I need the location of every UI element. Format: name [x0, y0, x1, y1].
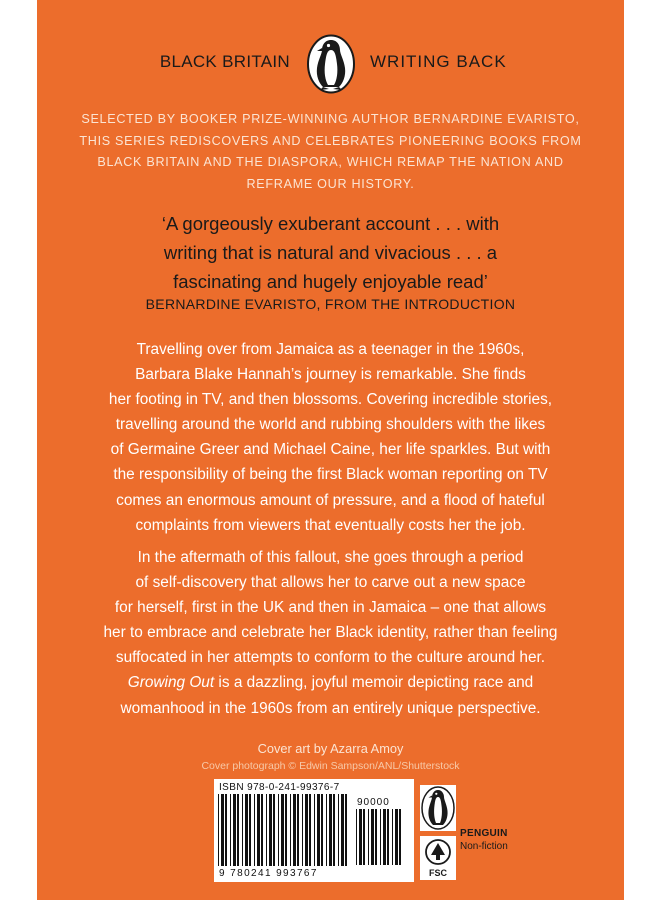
barcode-bar [302, 794, 303, 866]
barcode-bar [257, 794, 260, 866]
barcode-bar [221, 794, 224, 866]
barcode [214, 779, 414, 882]
quote-attribution: BERNARDINE EVARISTO, FROM THE INTRODUCTION [145, 296, 516, 312]
barcode-bar [237, 794, 239, 866]
barcode-bar [359, 809, 362, 865]
barcode-bar [309, 794, 311, 866]
barcode-digits: 9 780241 993767 [219, 868, 318, 879]
barcode-bar [225, 794, 227, 866]
barcode-bar [395, 809, 398, 865]
barcode-bar [371, 809, 374, 865]
barcode-bar [245, 794, 248, 866]
barcode-bar [293, 794, 296, 866]
blurb-paragraph-1: Travelling over from Jamaica as a teenager in the 1960s, Barbara Blake Hannah’s journey is remarkable. She finds her footing in TV, and then blossoms. Covering incredible stories, travelling around the world and rubbing shoulders with the likes of Germaine Greer and Michael Caine, her life sparkles. But with the responsibility of being the first Black woman reporting on TV comes an enormous amount of pressure, and a flood of hateful complaints from viewers that eventually costs her the job. [108, 341, 553, 534]
barcode-bar [375, 809, 377, 865]
blurb-paragraph-2: In the aftermath of this fallout, she goes through a period of self-discovery that allows her to carve out a new space for herself, first in the UK and then in Jamaica – one that allows her to embrace and celebrate her Black identity, rather than feeling suffocated in her attempts to conform to the culture around her. Growing Out is a dazzling, joyful memoir depicting race and womanhood in the 1960s from an entirely unique perspective. [103, 549, 558, 717]
publisher-name: PENGUIN [460, 828, 508, 839]
imprint-label [460, 827, 508, 853]
barcode-bar [321, 794, 323, 866]
barcode-bar [249, 794, 251, 866]
barcode-bar [285, 794, 287, 866]
barcode-bar [387, 809, 389, 865]
isbn-label: ISBN 978-0-241-99376-7 [219, 782, 340, 793]
barcode-bar [290, 794, 291, 866]
barcode-bar [326, 794, 327, 866]
barcode-bar [278, 794, 279, 866]
series-title-right: WRITING BACK [370, 52, 507, 71]
cover-photo-credit: Cover photograph © Edwin Sampson/ANL/Shutterstock [201, 760, 460, 772]
series-description: SELECTED BY BOOKER PRIZE-WINNING AUTHOR BERNARDINE EVARISTO, THIS SERIES REDISCOVERS AND CELEBRATES PIONEERING BOOKS FROM BLACK BRITAIN AND THE DIASPORA, WHICH REMAP THE NATION AND REFRAME OUR HISTORY. [79, 112, 582, 191]
barcode-bar [305, 794, 308, 866]
svg-text:FSC: FSC [429, 868, 447, 878]
barcode-bar [261, 794, 263, 866]
barcode-bar [341, 794, 344, 866]
barcode-bar [356, 809, 357, 865]
barcode-bar [368, 809, 369, 865]
barcode-addon-bars [356, 809, 408, 867]
barcode-bar [317, 794, 320, 866]
barcode-bar [329, 794, 332, 866]
barcode-bar [399, 809, 401, 865]
back-cover [37, 0, 624, 900]
barcode-bar [242, 794, 243, 866]
barcode-bar [314, 794, 315, 866]
barcode-bar [218, 794, 219, 866]
penguin-logo-icon [306, 34, 356, 94]
barcode-bar [363, 809, 365, 865]
barcode-bar [345, 794, 347, 866]
barcode-bar [338, 794, 339, 866]
cover-art-credit: Cover art by Azarra Amoy [257, 741, 404, 756]
barcode-bar [392, 809, 393, 865]
barcode-bar [297, 794, 299, 866]
barcode-bar [333, 794, 335, 866]
fsc-icon [420, 836, 456, 880]
penguin-publisher-icon [420, 785, 456, 831]
barcode-bars [218, 794, 350, 868]
barcode-addon-digits: 90000 [357, 797, 390, 808]
barcode-bar [266, 794, 267, 866]
barcode-bar [273, 794, 275, 866]
series-header [37, 34, 624, 94]
book-title: Growing Out [127, 674, 215, 692]
barcode-bar [269, 794, 272, 866]
series-title-left: BLACK BRITAIN [159, 52, 290, 71]
barcode-bar [281, 794, 284, 866]
barcode-bar [233, 794, 236, 866]
barcode-bar [380, 809, 381, 865]
review-quote: ‘A gorgeously exuberant account . . . with writing that is natural and vivacious . . . a fascinating and hugely enjoyable read’ [161, 213, 500, 292]
barcode-bar [254, 794, 255, 866]
barcode-bar [230, 794, 231, 866]
barcode-bar [383, 809, 386, 865]
book-category: Non-fiction [460, 841, 508, 852]
